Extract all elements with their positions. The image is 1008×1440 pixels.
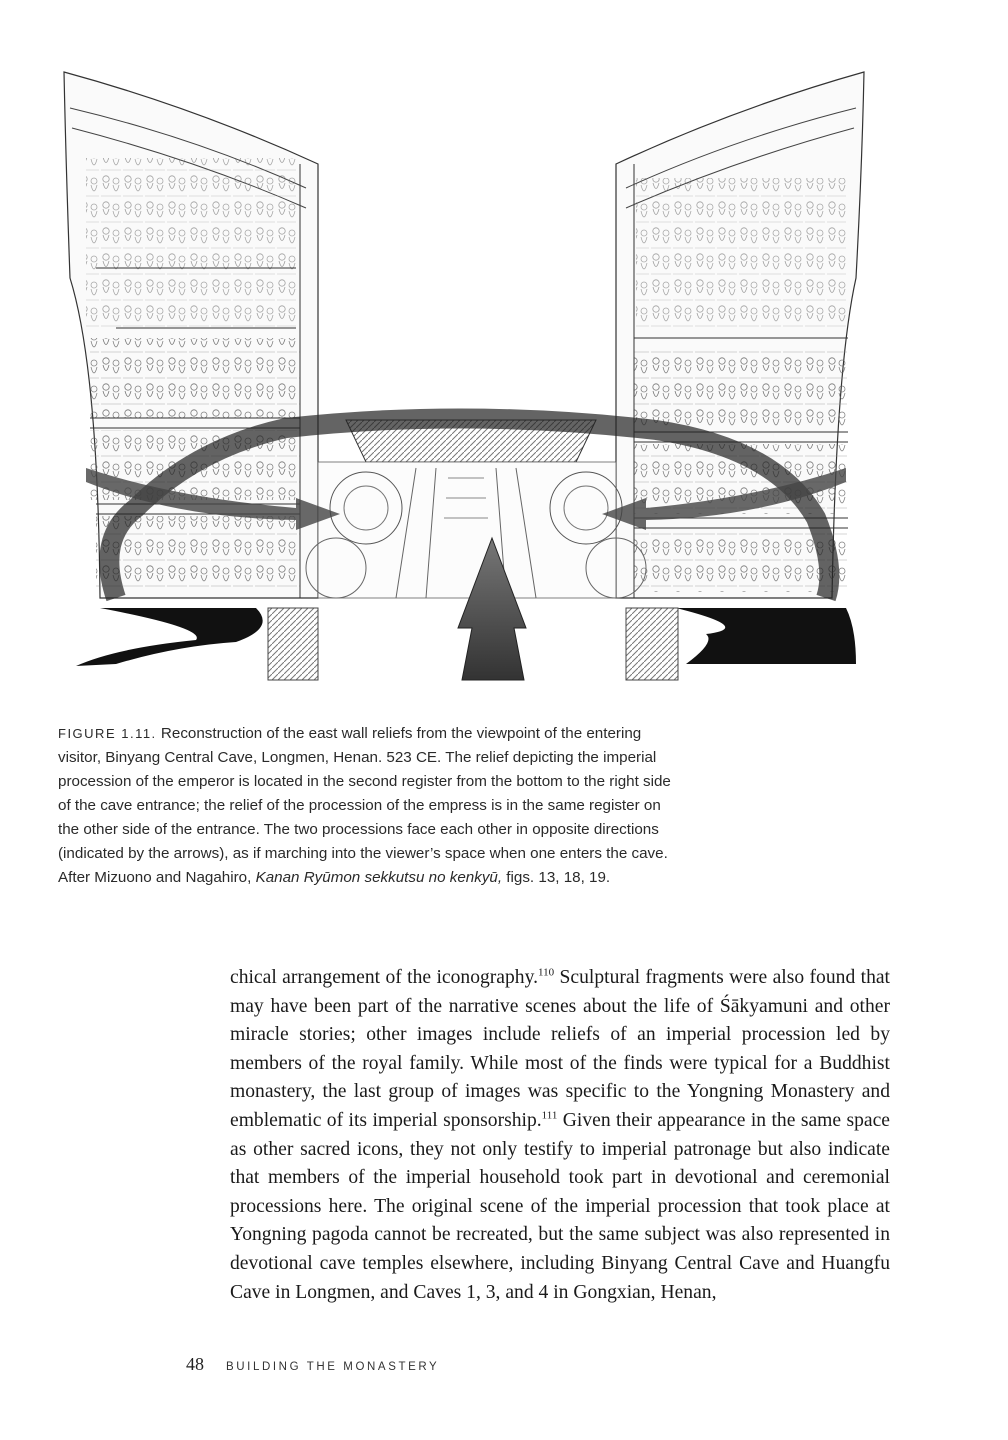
stairs-left (268, 608, 318, 680)
floor-shadow-left (76, 608, 263, 666)
figure-caption (58, 722, 678, 890)
figure-illustration (56, 68, 872, 684)
body-paragraph (230, 964, 890, 1307)
footnote-ref-110[interactable]: 110 (538, 966, 555, 979)
body-text-1: chical arrangement of the iconography. (230, 967, 539, 988)
caption-text: Reconstruction of the east wall reliefs from the viewpoint of the entering visitor, Binyang Central Cave, Longmen, Henan. 523 CE. The relief depicting the imperial procession of the emperor is located in the second register from the bottom to the right side of the cave entrance; the relief of the procession of the empress is in the same register on the other side of the entrance. The two processions face each other in opposite directions (indicated by the arrows), as if marching into the viewer’s space when one enters the cave. After Mizuono and Nagahiro, (58, 725, 671, 886)
running-head: BUILDING THE MONASTERY (226, 1361, 440, 1373)
figure-label: FIGURE 1.11. (58, 726, 157, 741)
page-number: 48 (186, 1354, 204, 1374)
caption-end: figs. 13, 18, 19. (502, 869, 611, 886)
stairs-right (626, 608, 678, 680)
body-text-2: Sculptural fragments were also found that may have been part of the narrative scenes about the life of Śākyamuni and other miracle stories; other images include reliefs of an imperial procession led by members of the royal family. While most of the finds were typical for a Buddhist monastery, the last group of images was specific to the Yongning Monastery and emblematic of its imperial sponsorship. (230, 967, 891, 1131)
page-footer (186, 1354, 439, 1375)
floor-shadow-right (676, 608, 856, 664)
cave-floor (306, 420, 646, 598)
footnote-ref-111[interactable]: 111 (541, 1109, 558, 1122)
body-text-3: Given their appearance in the same space as other sacred icons, they not only testify to imperial patronage but also indicate that members of the imperial household took part in devotional and ceremonial processions here. The original scene of the imperial procession that took place at Yongning pagoda cannot be recreated, but the same subject was also represented in devotional cave temples elsewhere, including Binyang Central Cave and Huangfu Cave in Longmen, and Caves 1, 3, and 4 in Gongxian, Henan, (230, 1109, 890, 1303)
caption-italic-title: Kanan Ryūmon sekkutsu no kenkyū, (255, 869, 503, 886)
